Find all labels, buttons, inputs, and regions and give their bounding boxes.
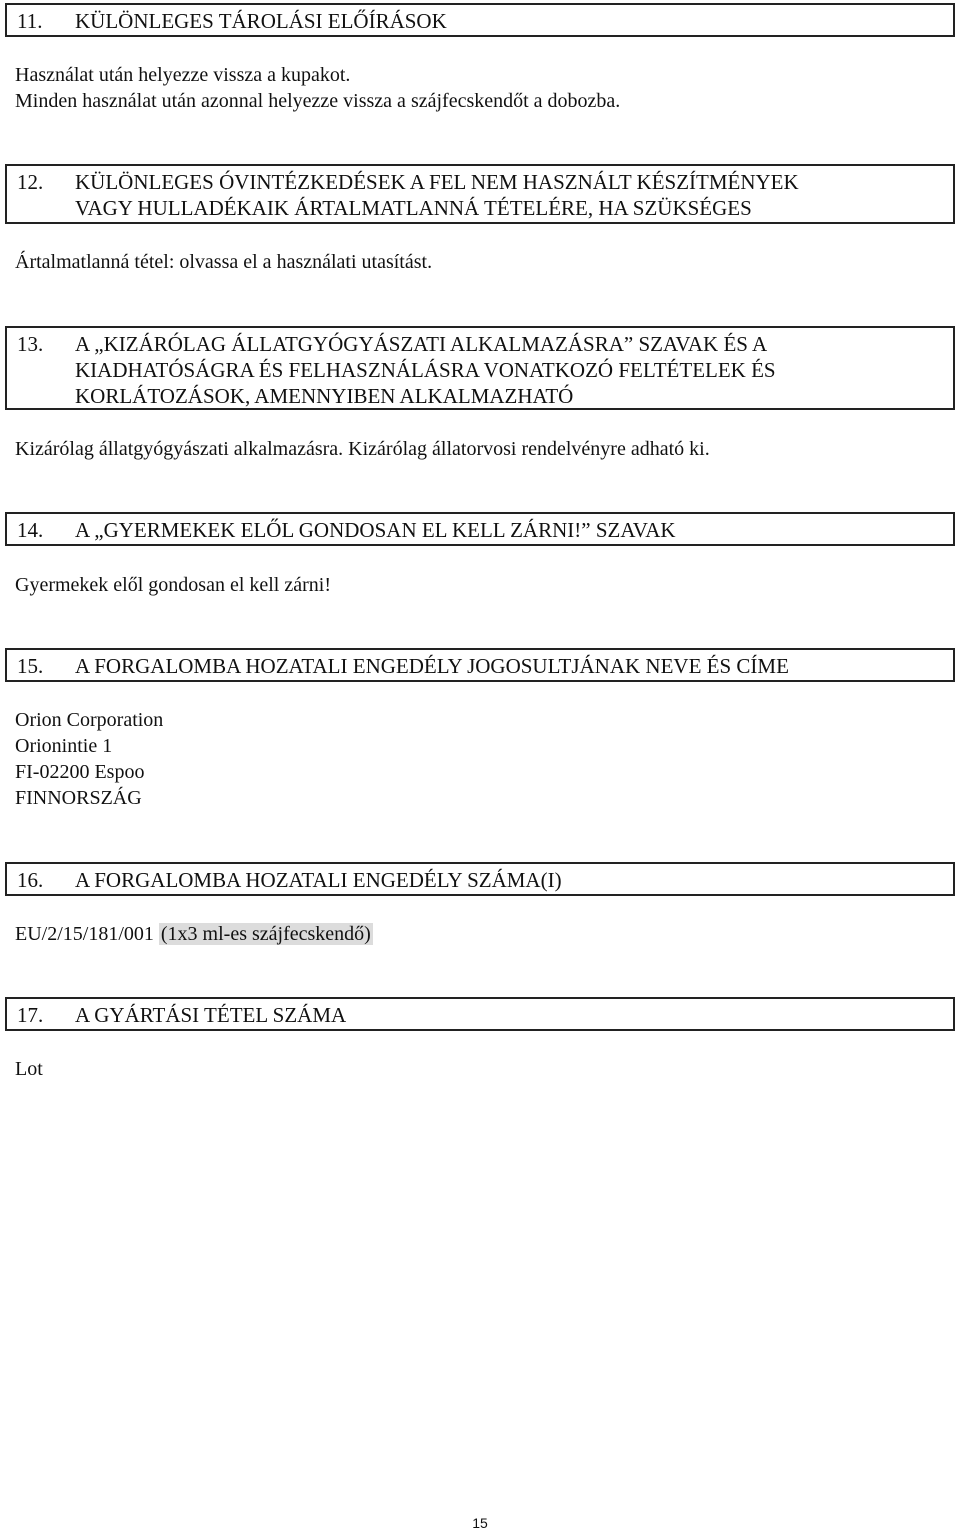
holder-country: FINNORSZÁG: [15, 787, 142, 809]
section-title: [75, 169, 943, 221]
section-number: 13.: [17, 332, 44, 356]
section-14-heading: [5, 512, 955, 546]
section-title-line: KORLÁTOZÁSOK, AMENNYIBEN ALKALMAZHATÓ: [75, 384, 574, 408]
section-title-line: KIADHATÓSÁGRA ÉS FELHASZNÁLÁSRA VONATKOZÓ FELTÉTELEK ÉS: [75, 358, 776, 382]
section-title: A FORGALOMBA HOZATALI ENGEDÉLY JOGOSULTJÁNAK NEVE ÉS CÍME: [75, 654, 789, 678]
section-17-heading: [5, 997, 955, 1031]
section-number: 15.: [17, 654, 44, 678]
holder-city: FI-02200 Espoo: [15, 761, 145, 783]
authorisation-number: EU/2/15/181/001: [15, 923, 154, 945]
section-title-line: KÜLÖNLEGES ÓVINTÉZKEDÉSEK A FEL NEM HASZNÁLT KÉSZÍTMÉNYEK: [75, 170, 799, 194]
page-number: 15: [472, 1515, 488, 1531]
section-14-body-line: Gyermekek elől gondosan el kell zárni!: [15, 574, 331, 596]
section-title: A GYÁRTÁSI TÉTEL SZÁMA: [75, 1003, 347, 1027]
section-title: A „GYERMEKEK ELŐL GONDOSAN EL KELL ZÁRNI!” SZAVAK: [75, 518, 676, 542]
section-17-body-line: Lot: [15, 1058, 43, 1080]
section-11-heading: [5, 3, 955, 37]
holder-street: Orionintie 1: [15, 735, 113, 757]
section-12-heading: [5, 164, 955, 224]
section-12-body-line: Ártalmatlanná tétel: olvassa el a használati utasítást.: [15, 251, 433, 273]
section-number: 11.: [17, 9, 43, 33]
section-13-heading: [5, 326, 955, 410]
section-title: KÜLÖNLEGES TÁROLÁSI ELŐÍRÁSOK: [75, 9, 447, 33]
section-title-line: VAGY HULLADÉKAIK ÁRTALMATLANNÁ TÉTELÉRE, HA SZÜKSÉGES: [75, 196, 752, 220]
section-11-body-line: Minden használat után azonnal helyezze vissza a szájfecskendőt a dobozba.: [15, 90, 621, 112]
section-number: 16.: [17, 868, 44, 892]
section-title-line: A „KIZÁRÓLAG ÁLLATGYÓGYÁSZATI ALKALMAZÁSRA” SZAVAK ÉS A: [75, 332, 768, 356]
section-number: 14.: [17, 518, 44, 542]
section-number: 12.: [17, 170, 44, 194]
section-13-body-line: Kizárólag állatgyógyászati alkalmazásra. Kizárólag állatorvosi rendelvényre adható ki.: [15, 438, 710, 460]
section-15-heading: [5, 648, 955, 682]
section-title: A FORGALOMBA HOZATALI ENGEDÉLY SZÁMA(I): [75, 868, 562, 892]
section-title: [75, 331, 943, 409]
pack-description: (1x3 ml-es szájfecskendő): [160, 923, 371, 945]
section-11-body-line: Használat után helyezze vissza a kupakot.: [15, 64, 351, 86]
section-number: 17.: [17, 1003, 44, 1027]
holder-name: Orion Corporation: [15, 709, 164, 731]
section-16-heading: [5, 862, 955, 896]
authorisation-number-line: [15, 921, 373, 947]
